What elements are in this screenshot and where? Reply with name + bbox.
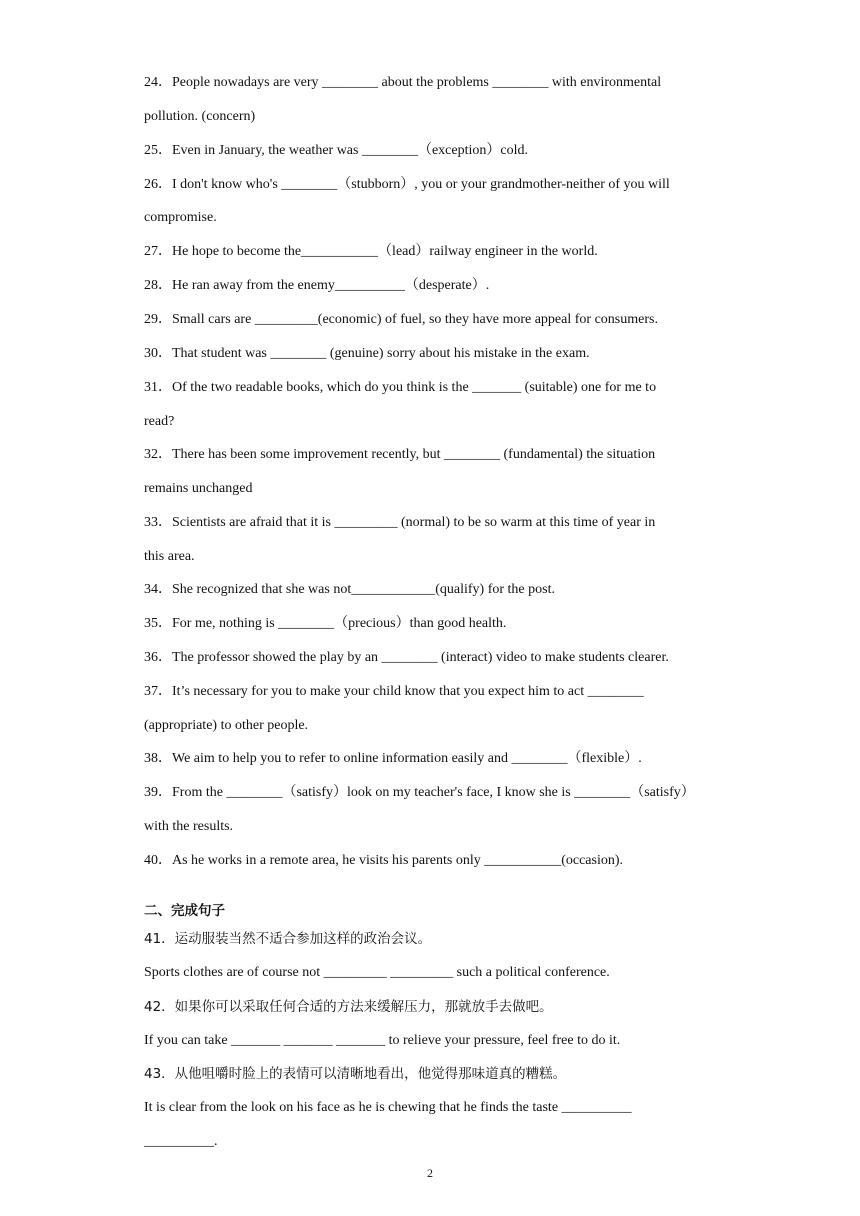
q31-line1: 31．Of the two readable books, which do you think is the _______ (suitable) one for me to xyxy=(144,380,657,395)
q37-line1: 37．It’s necessary for you to make your child know that you expect him to act ________ xyxy=(144,684,644,699)
q42-chinese: 42．如果你可以采取任何合适的方法来缓解压力，那就放手去做吧。 xyxy=(144,999,553,1015)
q28: 28．He ran away from the enemy__________（desperate）. xyxy=(144,278,490,293)
q27: 27．He hope to become the___________（lead）railway engineer in the world. xyxy=(144,244,598,259)
q31-line2: read? xyxy=(144,414,175,429)
q33-line1: 33．Scientists are afraid that it is _________ (normal) to be so warm at this time of year in xyxy=(144,515,656,530)
q43-english-line2: __________. xyxy=(144,1134,218,1149)
q32-line1: 32．There has been some improvement recently, but ________ (fundamental) the situation xyxy=(144,447,656,462)
q30: 30．That student was ________ (genuine) sorry about his mistake in the exam. xyxy=(144,346,590,361)
q26-line2: compromise. xyxy=(144,210,217,225)
q35: 35．For me, nothing is ________（precious）than good health. xyxy=(144,616,507,631)
q40: 40．As he works in a remote area, he visits his parents only ___________(occasion). xyxy=(144,853,624,868)
q34: 34．She recognized that she was not____________(qualify) for the post. xyxy=(144,582,555,597)
q32-line2: remains unchanged xyxy=(144,481,253,496)
q24-line1: 24．People nowadays are very ________ about the problems ________ with environmental xyxy=(144,75,662,90)
section-heading: 二、完成句子 xyxy=(144,903,225,919)
q25: 25．Even in January, the weather was ________（exception）cold. xyxy=(144,143,528,158)
page-number: 2 xyxy=(427,1166,433,1180)
q42-english: If you can take _______ _______ _______ to relieve your pressure, feel free to do it. xyxy=(144,1033,621,1048)
q29: 29．Small cars are _________(economic) of fuel, so they have more appeal for consumers. xyxy=(144,312,658,327)
q41-chinese: 41．运动服装当然不适合参加这样的政治会议。 xyxy=(144,931,432,947)
q37-line2: (appropriate) to other people. xyxy=(144,718,309,733)
q43-chinese: 43．从他咀嚼时脸上的表情可以清晰地看出，他觉得那味道真的糟糕。 xyxy=(144,1066,567,1082)
q24-line2: pollution. (concern) xyxy=(144,109,256,124)
q38: 38．We aim to help you to refer to online information easily and ________（flexible）. xyxy=(144,751,642,766)
q33-line2: this area. xyxy=(144,549,195,564)
q26-line1: 26．I don't know who's ________（stubborn）, you or your grandmother-neither of you will xyxy=(144,177,670,192)
q36: 36．The professor showed the play by an ________ (interact) video to make students clearer. xyxy=(144,650,669,665)
q43-english-line1: It is clear from the look on his face as he is chewing that he finds the taste __________ xyxy=(144,1100,632,1115)
q41-english: Sports clothes are of course not _________ _________ such a political conference. xyxy=(144,965,610,980)
q39-line2: with the results. xyxy=(144,819,234,834)
q39-line1: 39．From the ________（satisfy）look on my teacher's face, I know she is ________（satisfy） xyxy=(144,785,695,800)
